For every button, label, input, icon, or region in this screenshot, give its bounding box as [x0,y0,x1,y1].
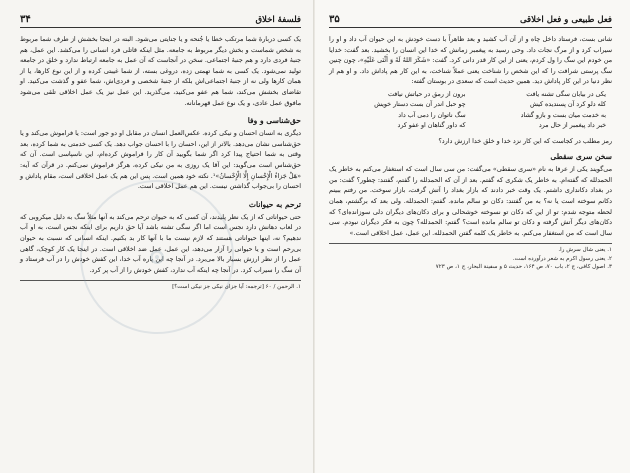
running-title: فلسفهٔ اخلاق [255,14,301,25]
poem-verse: به خدمت میان بست و بازو گشاد [520,111,606,119]
poem-verse: سگ ناتوان را دمی آب داد [398,111,466,119]
footnote: ۱. یعنی شال سرش را. [558,247,612,254]
right-page [315,0,630,473]
right-page-header [329,14,612,28]
page-number: ۳۴ [20,14,31,25]
poem-verse: چو حبل اندر آن بست دستار خویش [374,101,466,109]
poem-verse: خبر داد پیغمبر از حال مرد [538,122,606,130]
footnote: ۳. اصول کافی، ج ۲، باب ۷۰، ص ۱۶۴، حدیث ۵ و سفینة البحار، ج ۱، ص ۷۲۳ [435,264,612,271]
watermark-seal: ⊙ [60,160,254,354]
section-heading-sari: سخن سری سقطی [550,152,612,162]
footnote: ۱. الرحمن / ۶۰ [ترجمه: آیا جزای نیکی جز نیکی است؟] [172,284,301,291]
left-footnotes [20,280,301,291]
left-page-header [20,14,301,28]
poem-verse: کله دلو کرد آن پسندیده کیش [530,101,606,109]
animals-paragraph: حتی حیواناتی که از یک نظر پلیدند، آن کسی که به حیوان ترحم می‌کند به آنها مثلاً سگ به دلیل میکروبی که در لعاب دهانش دارد نجس است اما اگر سگی تشنه باشد آیا حق داریم برای اینکه نجس است، به او آب ندهیم؟ نه، اینها حیواناتی هستند که لازم نیست ما با آنها کار بد بکنیم. اینکه انسانی که نسبت به حیوان بی‌رحم است و یا حیوانی را آزار می‌دهد، این عمل، عمل ضد اخلاقی است. در اینجا یک کار کوچک، گاهی عمل را از نظر ارزش بسیار بالا می‌برد. در آنجا چه این پاره آب خدا، این کفش خودش را در آب فرستاد و آن سگ را سیراب کرد. در آنجا چه اینکه آب ندارد، کفش خودش را از آب پر کرد. [20,212,301,274]
intro-paragraph: یک کسی دربارهٔ شما مرتکب خطا یا جُنحه و یا جنایتی می‌شود. البته در اینجا بخشش از طرف شما مربوط به شخص شماست و بخش دیگر مربوط به جامعه. مثل اینکه قاتلی فرد انسانی را می‌کشد. این عمل، هم جنبهٔ فردی دارد و هم جنبهٔ اجتماعی. سخن در آنجاست که آن عمل به جامعه ارتباط ندارد و خلق در جامعه تولید نمی‌شود. یک کسی به شما تهمتی زده، دروغی بسته، از شما غیبتی کرده و از این نوع کارها، یا از همان کارها ولی نه از جنبهٔ اجتماعی‌اش بلکه از جنبهٔ شخصی و فردی‌اش، شما عفو و گذشت می‌کنید. او تقاضای بخشش می‌کند، شما هم عفو می‌کنید، می‌گذرید. این عمل نیز یک عمل اخلاقی تلقی می‌شود مافوق عمل عادی، و یک نوع عمل قهرمانانه. [20,35,301,107]
right-footnotes [329,243,612,271]
gratitude-paragraph: دیگری به انسان احسان و نیکی کرده. عکس‌العمل انسان در مقابل او دو جور است: یا فراموش می‌کند و یا حق‌شناسی نشان می‌دهد. بالاتر از این، احسان را با احسان جواب دهد. یک کسی خدمتی به شما کرده، بعد وقتی به شما احتیاج پیدا کرد اگر شما بگویید آن کار را فراموش کرده‌ام، این ناسپاسی است. آن که حق‌شناس است می‌گوید: این آقا یک روزی به من نیکی کرده، هرگز فراموش نمی‌کنم. در قرآن که آیه: «هَلْ جَزاءُ الْإِحْسانِ إِلَّا الْإِحْسانُ»¹. نکته خود همین است. پس این هم یک عمل اخلاقی است، مقام پاداش و احسان را بی‌جواب گذاشتن نیست. این هم عمل اخلاقی است. [20,129,301,191]
footnote: ۲. یعنی رسول اکرم به شعر درآورده است. [512,255,612,262]
story-paragraph: شانی بست، فرستاد داخل چاه و از آن آب کشید و بعد ظاهراً با دست خودش به این حیوان آب داد و او را سیراب کرد و از مرگ نجات داد. وحی رسید به پیغمبر زمانش که خدا این انسان را بخشید. بعد گفت: خدایا من خودم این سگ را ول کردم، یعنی از این کار قدر دانی کرد. گفت: «شَکَرَ اللهُ لَهُ وَ أَثْنَی عَلَیْهِ»، چون چنین سگ پرستی شرافت را که این شخص را شناخت یعنی عملاً شناخت، به این کار هم پاداش داد. و او هم از نظر دنیا در این کار پاداش دید. همین حدیث است که سعدی در بوستان گفته: [329,35,612,86]
bustan-poem [335,90,606,132]
page-number: ۳۵ [329,14,340,25]
poem-verse: که داور گناهان او عفو کرد [397,122,466,130]
section-heading-animals: ترحم به حیوانات [248,199,301,209]
poem-verse: برون از رمق در حیاتش نیافت [388,90,466,98]
running-title: فعل طبیعی و فعل اخلاقی [519,14,612,25]
section-heading-gratitude: حق‌شناسی و وفا [247,116,301,126]
question-paragraph: رمز مطلب در کجاست که این کار نزد خدا و خلق خدا ارزش دارد؟ [438,136,612,145]
sari-paragraph: می‌گویند یکی از عرفا به نام «سری سقطی» می‌گفت: من سی سال است که استغفار می‌کنم به خاطر یک الحمدلله که گفته‌ام. به خاطر یک شکری که گفتم. بعد از آن که الحمدلله را گفتم، گفتند: چطور؟ گفت: من در بغداد دکانداری داشتم. یک وقت خبر دادند که بازار بغداد را آتش گرفت، بازار سوخت. من رفتم ببینم دکانم سوخته است یا نه؟ به من گفتند: دکان تو سالم مانده. گفتم: الحمدلله. ولی بعد که برگشتم، همان لحظه متوجه شدم: تو از این که دکان تو نسوخته خوشحالی و برای دکان‌های دیگران دلی سوزانده‌ای؟ که دکان‌های دیگر آتش گرفته و دکان تو سالم مانده است؟ گفتم: الحمدلله؟ چون به فکر دیگران نبودم. سی سال است که من استغفار می‌کنم. به خاطر یک کلمه گفتن الحمدلله. این عمل، عمل اخلاقی است.» [329,165,612,237]
poem-verse: یکی در بیابان سگی تشنه یافت [526,90,606,98]
